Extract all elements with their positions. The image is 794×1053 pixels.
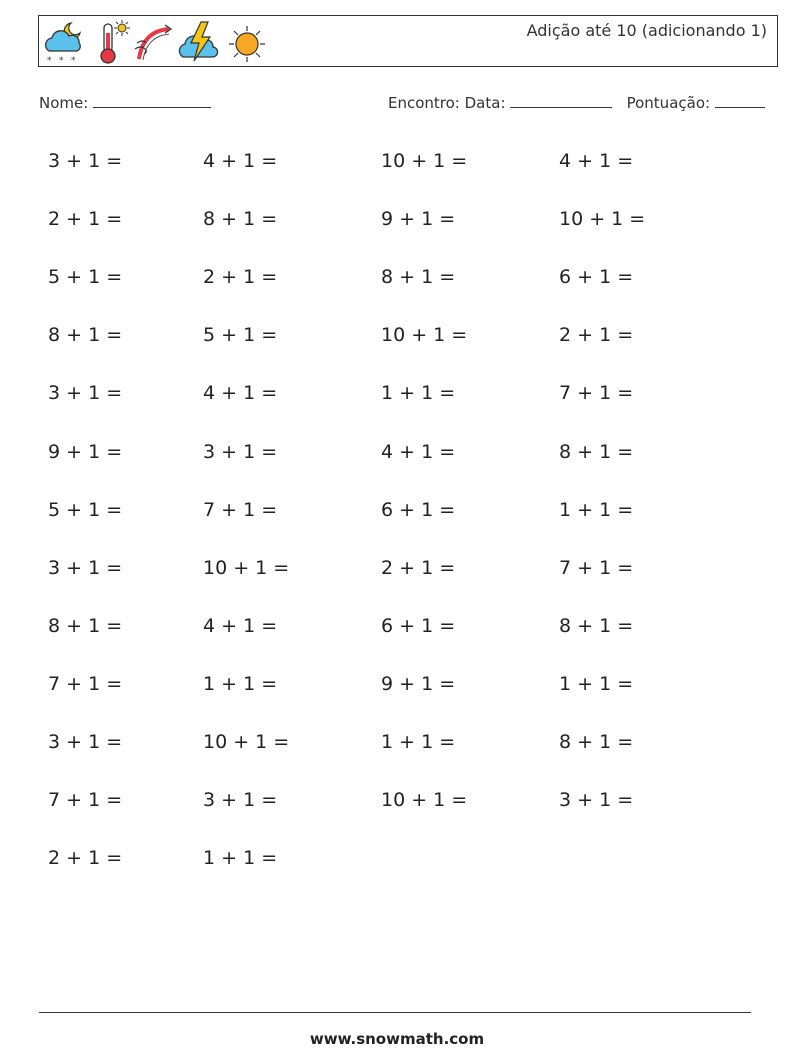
problem-item: 5 + 1 = <box>48 266 123 288</box>
problem-item: 3 + 1 = <box>203 441 278 463</box>
cloud-moon-snow-icon <box>41 19 87 65</box>
name-blank[interactable] <box>93 93 211 108</box>
svg-text:*: * <box>71 56 76 65</box>
problem-item: 5 + 1 = <box>48 499 123 521</box>
score-label: Pontuação: <box>626 94 711 112</box>
meeting-score-field <box>388 93 765 112</box>
problem-item: 1 + 1 = <box>203 847 278 869</box>
problem-item: 8 + 1 = <box>559 615 634 637</box>
worksheet-header <box>38 15 778 67</box>
svg-text:*: * <box>47 56 52 65</box>
problem-item: 4 + 1 = <box>203 615 278 637</box>
problem-item: 6 + 1 = <box>559 266 634 288</box>
problem-item: 8 + 1 = <box>48 324 123 346</box>
problem-item: 10 + 1 = <box>559 208 646 230</box>
problem-item: 4 + 1 = <box>203 150 278 172</box>
worksheet-title: Adição até 10 (adicionando 1) <box>526 21 767 40</box>
meeting-date-label: Encontro: Data: <box>388 94 506 112</box>
problem-item: 5 + 1 = <box>203 324 278 346</box>
problem-item: 1 + 1 = <box>381 382 456 404</box>
storm-cloud-icon <box>177 19 223 65</box>
sun-icon <box>225 19 271 65</box>
problem-item: 8 + 1 = <box>559 731 634 753</box>
problem-item: 4 + 1 = <box>381 441 456 463</box>
problem-item: 3 + 1 = <box>203 789 278 811</box>
name-field <box>39 93 211 112</box>
problem-item: 3 + 1 = <box>48 150 123 172</box>
problem-item: 2 + 1 = <box>48 208 123 230</box>
problem-item: 10 + 1 = <box>203 557 290 579</box>
problem-item: 1 + 1 = <box>203 673 278 695</box>
score-blank[interactable] <box>715 93 765 108</box>
thermometer-icon <box>93 19 133 65</box>
problem-item: 3 + 1 = <box>48 731 123 753</box>
problem-item: 7 + 1 = <box>48 673 123 695</box>
date-blank[interactable] <box>510 93 612 108</box>
wind-rainbow-icon <box>133 19 177 65</box>
problem-item: 4 + 1 = <box>203 382 278 404</box>
footer-site: www.snowmath.com <box>309 1030 485 1048</box>
problem-item: 10 + 1 = <box>381 789 468 811</box>
problem-item: 6 + 1 = <box>381 499 456 521</box>
problem-item: 9 + 1 = <box>381 673 456 695</box>
problem-item: 8 + 1 = <box>559 441 634 463</box>
problem-item: 9 + 1 = <box>48 441 123 463</box>
name-label: Nome: <box>39 94 89 112</box>
problem-item: 3 + 1 = <box>559 789 634 811</box>
problem-item: 8 + 1 = <box>203 208 278 230</box>
problem-item: 7 + 1 = <box>203 499 278 521</box>
problem-item: 3 + 1 = <box>48 382 123 404</box>
problem-item: 10 + 1 = <box>381 150 468 172</box>
problem-item: 2 + 1 = <box>381 557 456 579</box>
problem-item: 7 + 1 = <box>559 382 634 404</box>
problem-item: 2 + 1 = <box>559 324 634 346</box>
problem-item: 2 + 1 = <box>48 847 123 869</box>
problem-item: 7 + 1 = <box>559 557 634 579</box>
problem-item: 4 + 1 = <box>559 150 634 172</box>
problem-item: 9 + 1 = <box>381 208 456 230</box>
problem-item: 1 + 1 = <box>559 499 634 521</box>
problem-item: 10 + 1 = <box>203 731 290 753</box>
svg-text:*: * <box>59 56 64 65</box>
footer-divider <box>39 1012 751 1013</box>
problem-item: 2 + 1 = <box>203 266 278 288</box>
problem-item: 7 + 1 = <box>48 789 123 811</box>
problem-item: 8 + 1 = <box>381 266 456 288</box>
problem-item: 1 + 1 = <box>381 731 456 753</box>
problem-item: 3 + 1 = <box>48 557 123 579</box>
problem-item: 8 + 1 = <box>48 615 123 637</box>
problem-item: 10 + 1 = <box>381 324 468 346</box>
problem-item: 1 + 1 = <box>559 673 634 695</box>
problem-item: 6 + 1 = <box>381 615 456 637</box>
